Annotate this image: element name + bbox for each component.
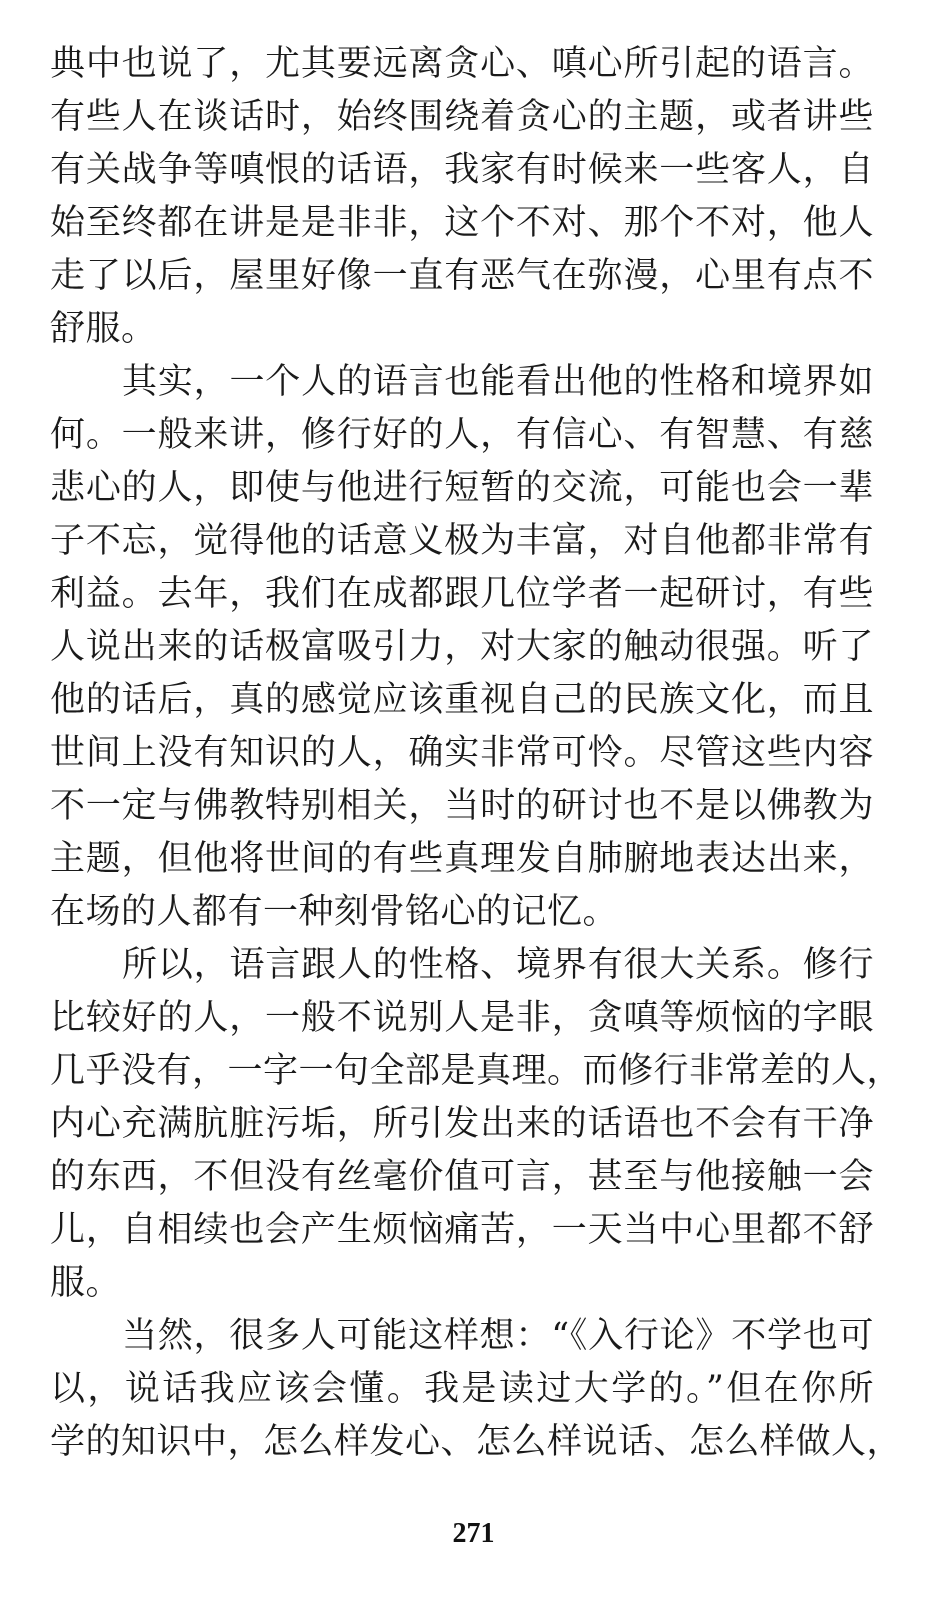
text-line: 比较好的人，一般不说别人是非，贪嗔等烦恼的字眼 (50, 998, 874, 1038)
text-line: 的东西，不但没有丝毫价值可言，甚至与他接触一会 (50, 1157, 874, 1197)
text-line: 典中也说了，尤其要远离贪心、嗔心所引起的语言。 (50, 44, 874, 84)
text-line: 悲心的人，即使与他进行短暂的交流，可能也会一辈 (50, 468, 874, 508)
text-line: 服。 (50, 1263, 122, 1303)
text-line: 内心充满肮脏污垢，所引发出来的话语也不会有干净 (50, 1104, 874, 1144)
text-line: 子不忘，觉得他的话意义极为丰富，对自他都非常有 (50, 521, 874, 561)
page-number: 271 (452, 1518, 495, 1549)
text-line: 学的知识中，怎么样发心、怎么样说话、怎么样做人， (50, 1422, 903, 1462)
paragraph (50, 38, 874, 356)
text-line: 人说出来的话极富吸引力，对大家的触动很强。听了 (50, 627, 874, 667)
text-line: 主题，但他将世间的有些真理发自肺腑地表达出来， (50, 839, 874, 879)
text-line: 世间上没有知识的人，确实非常可怜。尽管这些内容 (50, 733, 874, 773)
text-line: 舒服。 (50, 309, 157, 349)
text-line: 利益。去年，我们在成都跟几位学者一起研讨，有些 (50, 574, 874, 614)
text-line: 不一定与佛教特别相关，当时的研讨也不是以佛教为 (50, 786, 874, 826)
text-line: 何。一般来讲，修行好的人，有信心、有智慧、有慈 (50, 415, 874, 455)
text-line: 儿，自相续也会产生烦恼痛苦，一天当中心里都不舒 (50, 1210, 874, 1250)
text-line: 当然，很多人可能这样想：“《入行论》不学也可 (122, 1316, 874, 1356)
text-line: 其实，一个人的语言也能看出他的性格和境界如 (122, 362, 874, 402)
text-line: 始至终都在讲是是非非，这个不对、那个不对，他人 (50, 203, 874, 243)
text-line: 走了以后，屋里好像一直有恶气在弥漫，心里有点不 (50, 256, 874, 296)
text-line: 他的话后，真的感觉应该重视自己的民族文化，而且 (50, 680, 874, 720)
text-line: 几乎没有，一字一句全部是真理。而修行非常差的人， (50, 1051, 903, 1091)
text-line: 有些人在谈话时，始终围绕着贪心的主题，或者讲些 (50, 97, 874, 137)
text-line: 以，说话我应该会懂。我是读过大学的。”但在你所 (50, 1369, 874, 1409)
text-line: 在场的人都有一种刻骨铭心的记忆。 (50, 892, 619, 932)
text-line: 所以，语言跟人的性格、境界有很大关系。修行 (122, 945, 874, 985)
paragraph (50, 939, 903, 1310)
text-line: 有关战争等嗔恨的话语，我家有时候来一些客人，自 (50, 150, 874, 190)
paragraph (50, 356, 874, 939)
body-text (50, 38, 903, 1469)
paragraph (50, 1310, 903, 1469)
